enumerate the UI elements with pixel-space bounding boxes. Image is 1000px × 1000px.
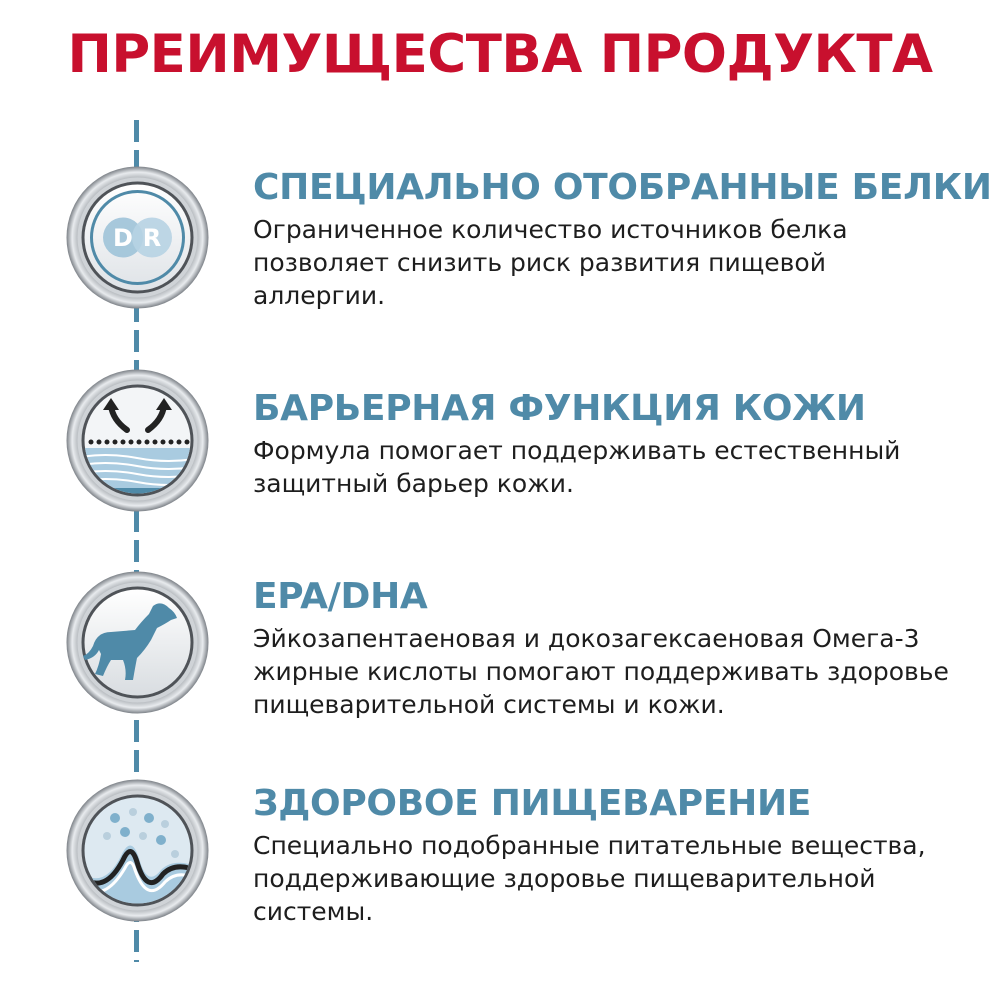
digestion-icon <box>65 778 210 923</box>
page-title: ПРЕИМУЩЕСТВА ПРОДУКТА <box>67 24 933 85</box>
dr-protein-icon <box>65 165 210 310</box>
benefit-text-skin-barrier: Формула помогает поддерживать естественный защитный барьер кожи. <box>253 436 901 498</box>
dog-icon <box>65 570 210 715</box>
benefit-text-digestion: Специально подобранные питательные вещества, поддерживающие здоровье пищеварительной системы. <box>253 831 926 926</box>
dr-letter-d: D <box>113 224 133 252</box>
dr-letter-r: R <box>142 224 162 252</box>
benefit-heading-proteins: СПЕЦИАЛЬНО ОТОБРАННЫЕ БЕЛКИ <box>253 167 992 208</box>
benefit-text-epa-dha: Эйкозапентаеновая и докозагексаеновая Омега-3 жирные кислоты помогают поддерживать здоровье пищеварительной системы и кожи. <box>253 624 949 719</box>
benefit-heading-epa-dha: EPA/DHA <box>253 576 428 617</box>
benefit-heading-skin-barrier: БАРЬЕРНАЯ ФУНКЦИЯ КОЖИ <box>253 388 866 429</box>
skin-barrier-icon <box>65 368 210 513</box>
benefit-heading-digestion: ЗДОРОВОЕ ПИЩЕВАРЕНИЕ <box>253 783 812 824</box>
benefit-text-proteins: Ограниченное количество источников белка позволяет снизить риск развития пищевой аллергии. <box>253 215 848 310</box>
